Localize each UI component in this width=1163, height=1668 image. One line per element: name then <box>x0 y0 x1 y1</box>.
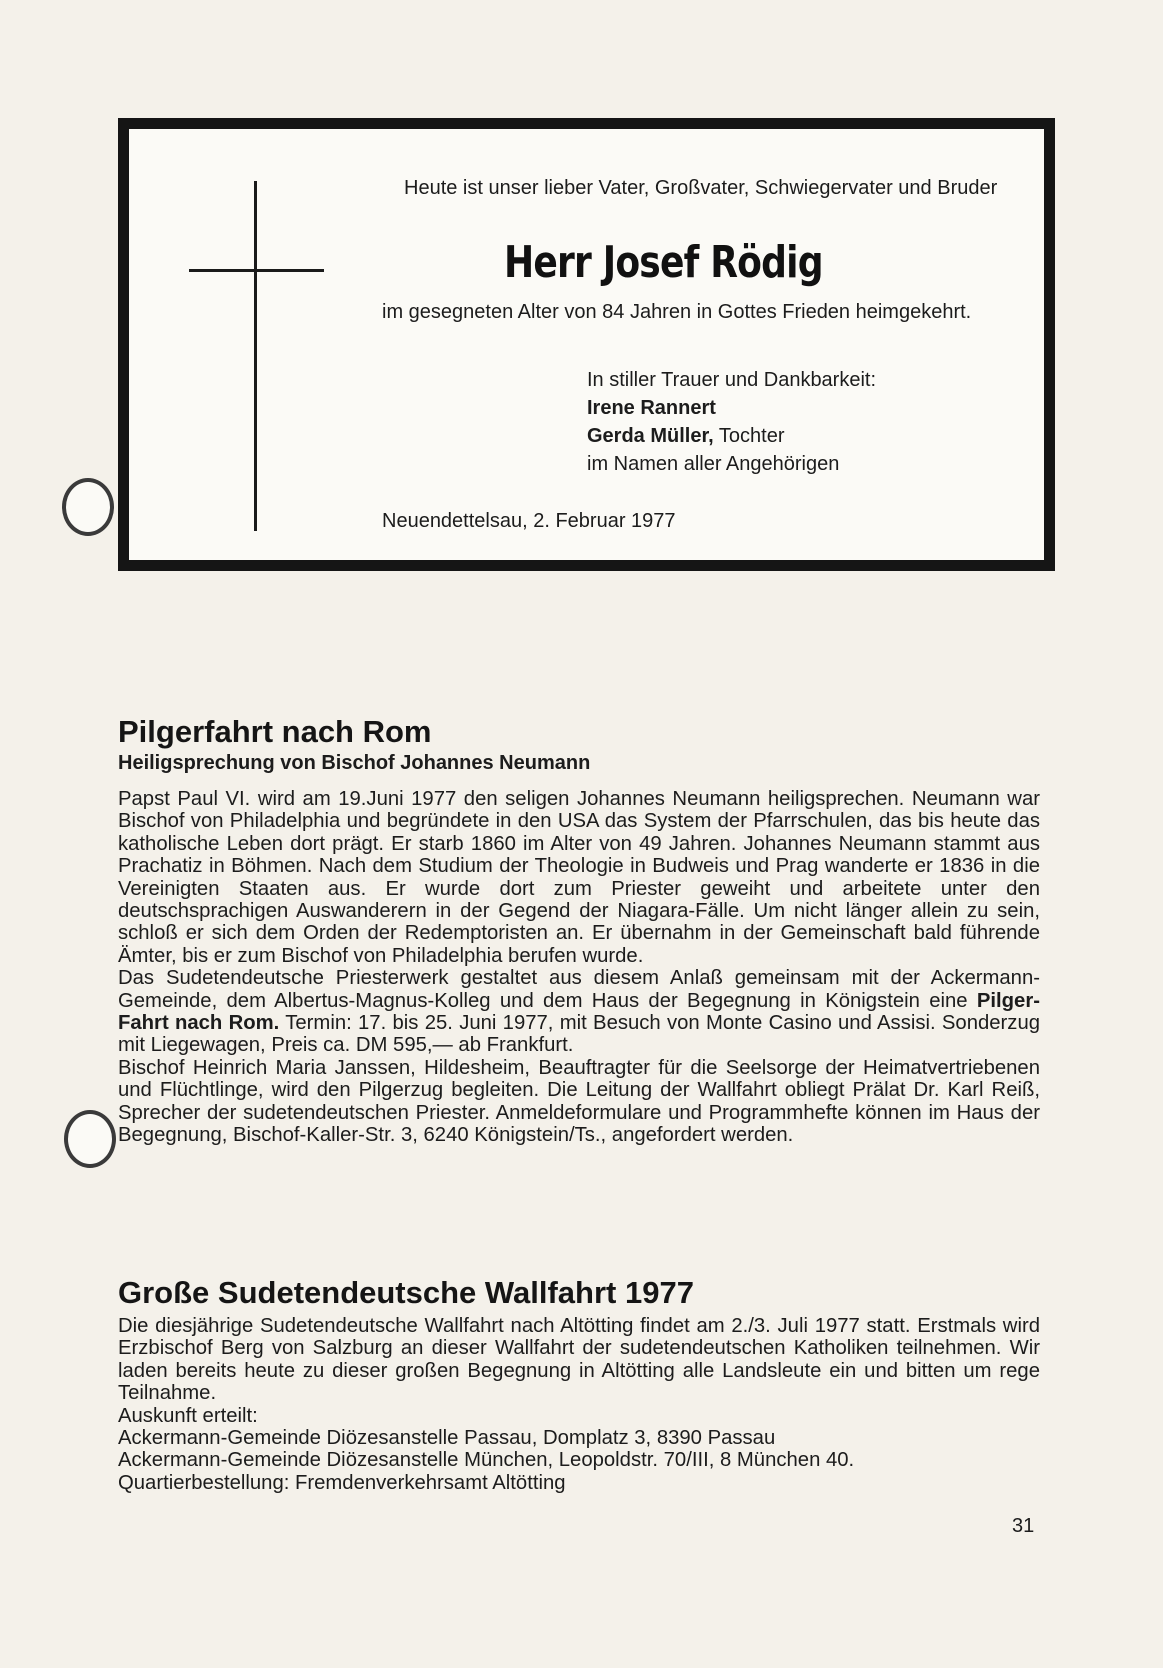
obituary-place-date: Neuendettelsau, 2. Februar 1977 <box>382 510 676 532</box>
article-subtitle: Heiligsprechung von Bischof Johannes Neumann <box>118 752 591 774</box>
obituary-text: im gesegneten Alter von 84 Jahren in Gottes Frieden heimgekehrt. <box>382 301 972 323</box>
info-label: Auskunft erteilt: <box>118 1404 258 1427</box>
cross-icon <box>254 181 257 531</box>
mourning-line: In stiller Trauer und Dankbarkeit: <box>587 369 877 391</box>
contact-line: Ackermann-Gemeinde Diözesanstelle Passau, Domplatz 3, 8390 Passau <box>118 1427 776 1450</box>
deceased-name: Herr Josef Rödig <box>504 237 823 288</box>
obituary-intro: Heute ist unser lieber Vater, Großvater, Schwiegervater und Bruder <box>404 177 998 199</box>
article-sudeten-pilgrimage <box>118 1275 1040 1494</box>
mourner-name: Irene Rannert <box>587 397 716 419</box>
cross-icon-bar <box>189 269 324 272</box>
mourner-relation: Tochter <box>713 425 785 447</box>
paragraph: Papst Paul VI. wird am 19.Juni 1977 den seligen Johannes Neumann heiligsprechen. Neumann war Bischof von Philadelphia und begründete in den USA das System der Pfarrschulen, das bis heute das katholische Leben dort prägt. Er starb 1860 im Alter von 49 Jahren. Johannes Neumann stammt aus Prachatiz in Böhmen. Nach dem Studium der Theologie in Budweis und Prag wanderte er 1836 in die Vereinigten Staaten aus. Er wurde dort zum Priester geweiht und arbeitete unter den deutschsprachigen Auswanderern in der Gegend der Niagara-Fälle. Um nicht länger allein zu sein, schloß er sich dem Orden der Redemptoristen an. Er übernahm in der Gemeinschaft bald führende Ämter, bis er zum Bischof von Philadelphia berufen wurde. <box>118 788 1040 967</box>
paragraph-emphasis: Pilger-Fahrt nach Rom. <box>118 989 1040 1035</box>
article-title: Große Sudetendeutsche Wallfahrt 1977 <box>118 1275 694 1310</box>
binder-hole <box>64 1110 116 1168</box>
page-number: 31 <box>1012 1515 1035 1537</box>
mourner-entry <box>587 422 1027 450</box>
article-body <box>118 788 1040 1147</box>
binder-hole <box>62 478 114 536</box>
mourner-name: Gerda Müller, <box>587 425 714 447</box>
paragraph-text: Das Sudetendeutsche Priesterwerk gestaltet aus diesem Anlaß gemeinsam mit der Ackermann-Gemeinde, dem Albertus-Magnus-Kolleg und dem Haus der Begegnung in Königstein eine <box>118 967 1040 1012</box>
contact-line: Quartierbestellung: Fremdenverkehrsamt Altötting <box>118 1471 566 1494</box>
mourner-family: im Namen aller Angehörigen <box>587 453 840 475</box>
paragraph <box>118 967 1040 1057</box>
paragraph: Bischof Heinrich Maria Janssen, Hildesheim, Beauftragter für die Seelsorge der Heimatvertriebenen und Flüchtlinge, wird den Pilgerzug begleiten. Die Leitung der Wallfahrt obliegt Prälat Dr. Karl Reiß, Sprecher der sudetendeutschen Priester. Anmeldeformulare und Programmhefte können im Haus der Begegnung, Bischof-Kaller-Str. 3, 6240 Königstein/Ts., angefordert werden. <box>118 1056 1040 1147</box>
contact-list <box>118 1405 1040 1495</box>
article-body <box>118 1315 1040 1494</box>
paragraph-text: Termin: 17. bis 25. Juni 1977, mit Besuch von Monte Casino und Assisi. Sonderzug mit Liegewagen, Preis ca. DM 595,— ab Frankfurt. <box>118 1012 1041 1057</box>
article-title: Pilgerfahrt nach Rom <box>118 714 432 749</box>
mourners-block <box>587 366 1027 478</box>
contact-line: Ackermann-Gemeinde Diözesanstelle München, Leopoldstr. 70/III, 8 München 40. <box>118 1449 855 1472</box>
article-pilgrimage-rome <box>118 714 1040 1147</box>
paragraph: Die diesjährige Sudetendeutsche Wallfahrt nach Altötting findet am 2./3. Juli 1977 statt. Erstmals wird Erzbischof Berg von Salzburg an dieser Wallfahrt der sudetendeutschen Katholiken teilnehmen. Wir laden bereits heute zu dieser großen Begegnung in Altötting alle Landsleute ein und bitten um rege Teilnahme. <box>118 1315 1040 1405</box>
obituary-box <box>118 118 1055 571</box>
